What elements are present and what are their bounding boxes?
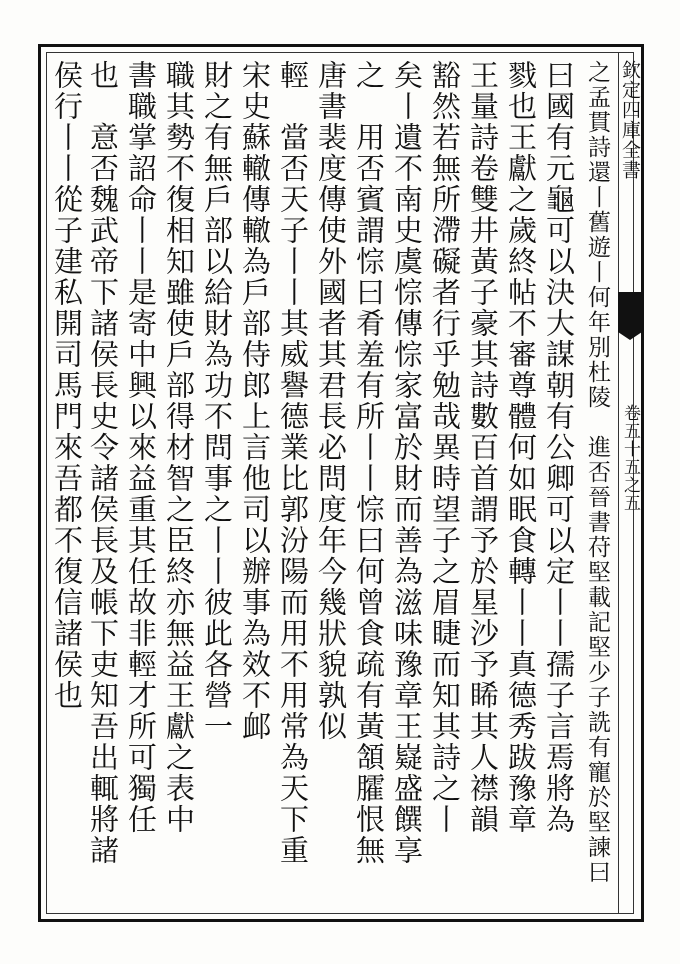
text-column: 豁然若無所滯礙者行乎勉哉異時望子之眉睫而知其詩之丨: [428, 60, 462, 835]
text-column: 之 用否賓謂悰曰肴羞有所丨丨悰曰何曾食疏有黃頷臛恨無: [352, 60, 386, 866]
text-column: 財之有無戶部以給財為功不問事之丨丨彼此各營一: [200, 60, 234, 742]
text-column: 唐書裴度傳使外國者其君長必問度年今幾狀貌孰似: [314, 60, 348, 742]
text-column: 職其勢不復相知雖使戶部得材智之臣終亦無益王獻之表中: [162, 60, 196, 835]
text-column: 書職掌詔命丨丨是寄中興以來益重其任故非輕才所可獨任: [124, 60, 158, 835]
text-column: 宋史蘇轍傳轍為戶部侍郎上言他司以辦事為效不䘏: [238, 60, 272, 742]
fishtail-mark: [618, 292, 642, 332]
text-column: 輕 當否天子丨丨其威譽德業比郭汾陽而用不用常為天下重: [276, 60, 310, 866]
text-column: 曰國有元龜可以決大謀朝有公卿可以定丨丨孺子言焉將為: [542, 60, 576, 835]
text-column: 戮也王獻之歲終帖不審尊體何如眠食轉丨丨真德秀跋豫章: [504, 60, 538, 835]
text-column: 侯行丨丨從子建私開司馬門來吾都不復信諸侯也: [50, 60, 84, 711]
juan-label: 卷五十五之五: [620, 404, 640, 512]
book-title: 欽定四庫全書: [619, 60, 641, 180]
text-column: 也 意否魏武帝下諸侯長史令諸侯長及帳下吏知吾出輒將諸: [86, 60, 120, 866]
text-column: 王量詩卷雙井黃子豪其詩數百首謂予於星沙予睎其人襟韻: [466, 60, 500, 835]
text-column: 之孟貫詩還丨舊遊丨何年別杜陵 進否晉書苻堅載記堅少子詵有寵於堅諫曰: [584, 60, 610, 885]
text-column: 矣丨遺不南史虞悰傳悰家富於財而善為滋味豫章王嶷盛饌享: [390, 60, 424, 866]
